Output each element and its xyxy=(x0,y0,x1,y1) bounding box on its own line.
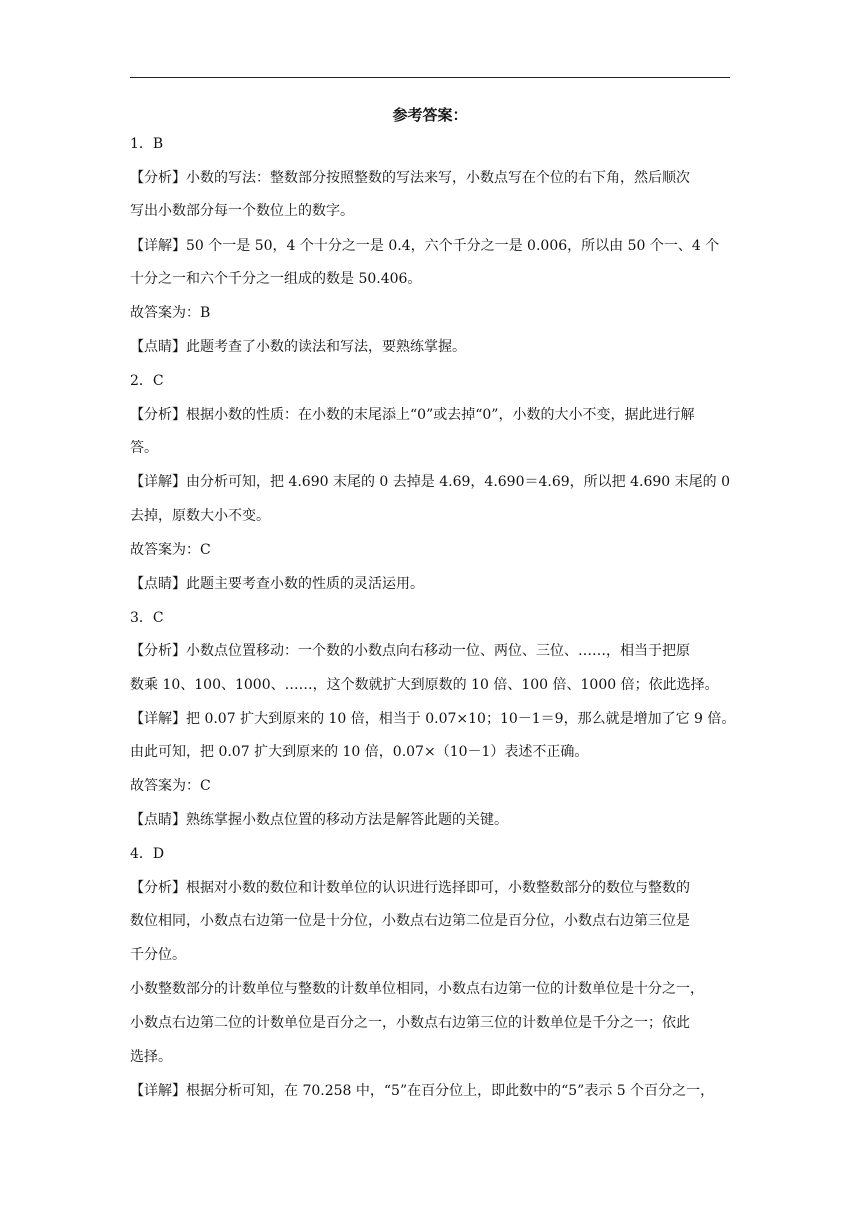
comment-line: 【点睛】此题主要考查小数的性质的灵活运用。 xyxy=(130,576,424,592)
comment-line: 【点睛】此题考查了小数的读法和写法，要熟练掌握。 xyxy=(130,339,466,355)
analysis-line: 小数整数部分的计数单位与整数的计数单位相同，小数点右边第一位的计数单位是十分之一， xyxy=(130,981,704,997)
detail-line: 十分之一和六个千分之一组成的数是 50.406。 xyxy=(130,271,422,287)
analysis-line: 写出小数部分每一个数位上的数字。 xyxy=(130,203,354,219)
answer-number: 3．C xyxy=(130,610,164,626)
analysis-line: 千分位。 xyxy=(130,947,186,963)
analysis-line: 数位相同，小数点右边第一位是十分位，小数点右边第二位是百分位，小数点右边第三位是 xyxy=(130,913,690,929)
analysis-line: 选择。 xyxy=(130,1049,172,1065)
analysis-line: 【分析】小数的写法：整数部分按照整数的写法来写，小数点写在个位的右下角，然后顺次 xyxy=(130,170,690,186)
analysis-line: 【分析】小数点位置移动：一个数的小数点向右移动一位、两位、三位、……，相当于把原 xyxy=(130,643,690,659)
answer-number: 4．D xyxy=(130,846,165,862)
detail-line: 由此可知，把 0.07 扩大到原来的 10 倍，0.07×（10－1）表述不正确。 xyxy=(130,744,589,760)
detail-line: 【详解】把 0.07 扩大到原来的 10 倍，相当于 0.07×10；10－1＝9，那么就是增加了它 9 倍。 xyxy=(130,711,736,727)
analysis-line: 【分析】根据小数的性质：在小数的末尾添上“0”或去掉“0”，小数的大小不变，据此进行解 xyxy=(130,407,695,423)
detail-line: 【详解】50 个一是 50，4 个十分之一是 0.4，六个千分之一是 0.006，所以由 50 个一、4 个 xyxy=(130,238,720,254)
analysis-line: 【分析】根据对小数的数位和计数单位的认识进行选择即可，小数整数部分的数位与整数的 xyxy=(130,880,690,896)
answer-number: 1．B xyxy=(130,136,164,152)
page-title: 参考答案： xyxy=(392,106,468,124)
header-rule xyxy=(130,77,730,78)
answer-number: 2．C xyxy=(130,373,164,389)
answer-line: 故答案为：C xyxy=(130,542,211,558)
detail-line: 去掉，原数大小不变。 xyxy=(130,508,270,524)
comment-line: 【点睛】熟练掌握小数点位置的移动方法是解答此题的关键。 xyxy=(130,812,508,828)
detail-line: 【详解】由分析可知，把 4.690 末尾的 0 去掉是 4.69，4.690＝4.69，所以把 4.690 末尾的 0 xyxy=(130,474,730,490)
analysis-line: 小数点右边第二位的计数单位是百分之一，小数点右边第三位的计数单位是千分之一；依此 xyxy=(130,1015,690,1031)
answer-line: 故答案为：B xyxy=(130,305,211,321)
detail-line: 【详解】根据分析可知，在 70.258 中，“5”在百分位上，即此数中的“5”表示 5 个百分之一， xyxy=(130,1083,715,1099)
answer-line: 故答案为：C xyxy=(130,778,211,794)
analysis-line: 答。 xyxy=(130,440,158,456)
analysis-line: 数乘 10、100、1000、……，这个数就扩大到原数的 10 倍、100 倍、1000 倍；依此选择。 xyxy=(130,677,719,693)
